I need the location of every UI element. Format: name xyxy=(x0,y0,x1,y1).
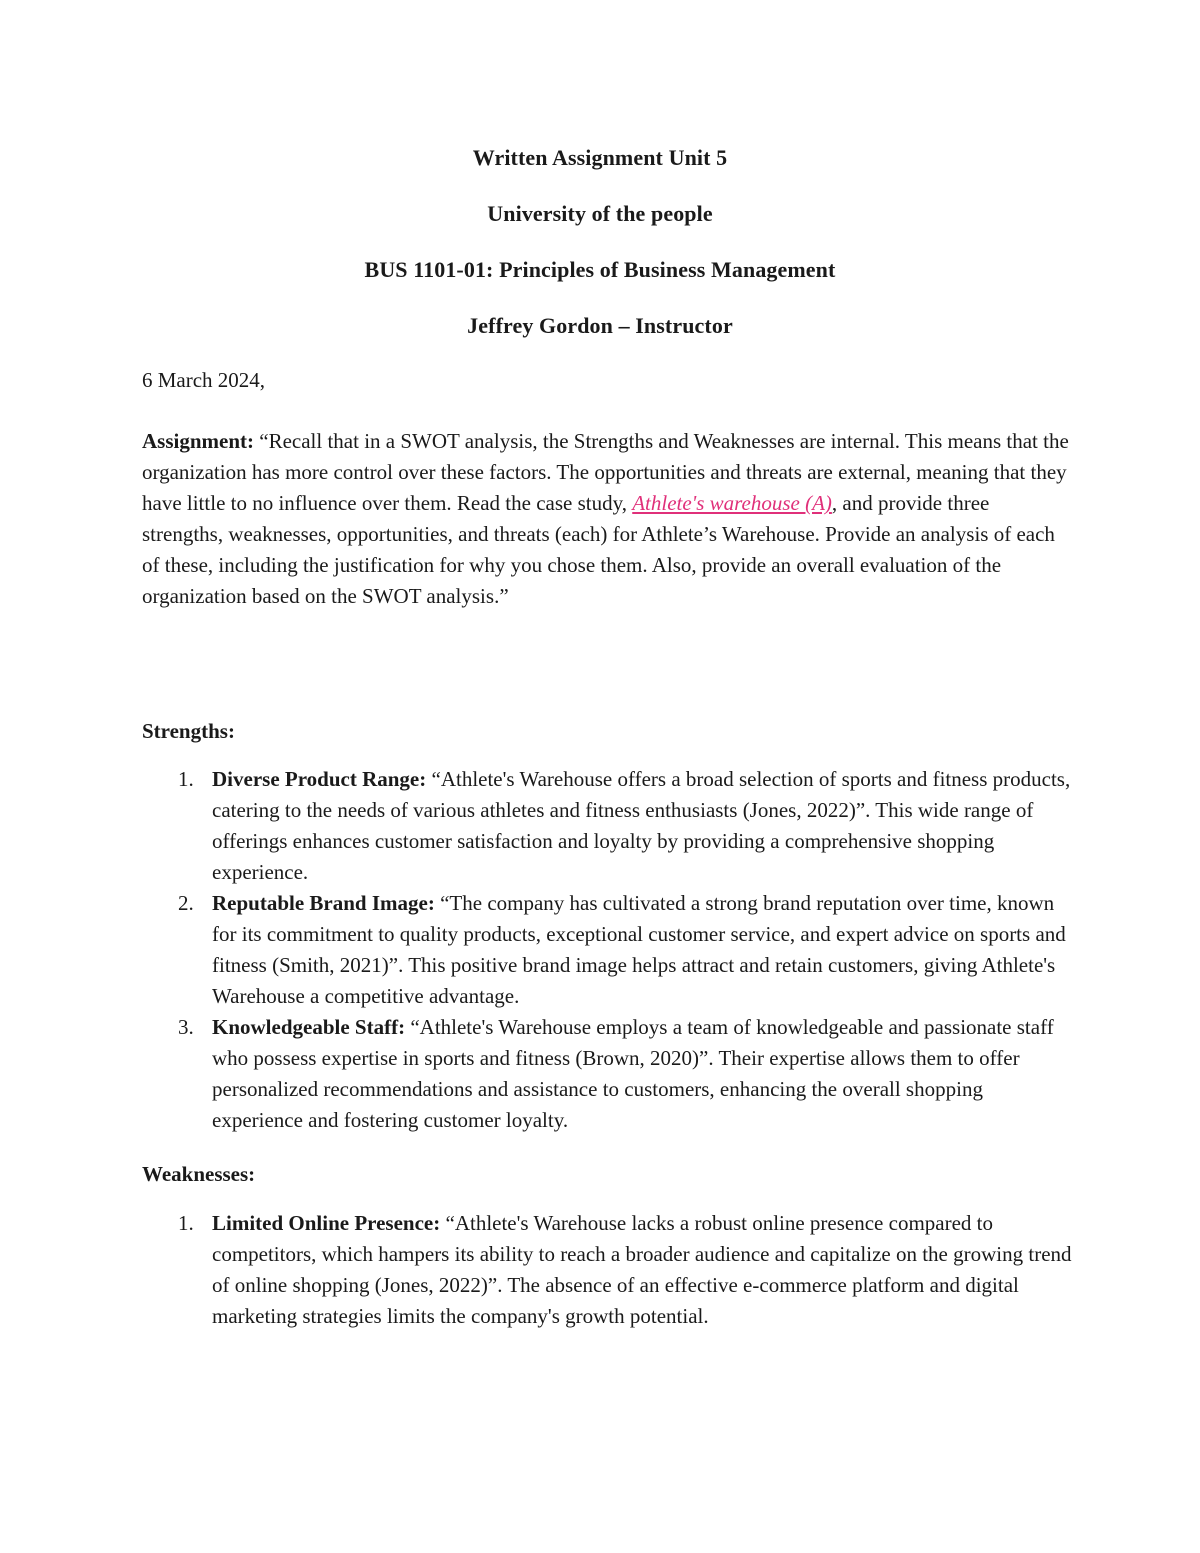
university-name: University of the people xyxy=(487,201,713,226)
list-item-number: 1. xyxy=(178,1211,194,1235)
strengths-heading: Strengths: xyxy=(142,719,235,743)
weaknesses-list xyxy=(142,1208,1072,1332)
assignment-text-before-link: “Recall that in a SWOT analysis, the Strengths and Weaknesses are internal. This means that the organization has more control over these factors. The opportunities and threats are external, meaning that they have little to no influence over them. Read the case study, xyxy=(142,429,1069,515)
list-item-title: Limited Online Presence: xyxy=(212,1211,441,1235)
list-item xyxy=(142,1208,1072,1332)
list-item-number: 3. xyxy=(178,1015,194,1039)
list-item-title: Knowledgeable Staff: xyxy=(212,1015,406,1039)
case-study-link[interactable]: Athlete's warehouse (A) xyxy=(632,491,832,515)
list-item xyxy=(142,1012,1072,1136)
course-name: BUS 1101-01: Principles of Business Management xyxy=(364,257,836,282)
weaknesses-heading: Weaknesses: xyxy=(142,1162,256,1186)
list-item xyxy=(142,888,1072,1012)
list-item-text: “Athlete's Warehouse offers a broad selection of sports and fitness products, catering to the needs of various athletes and fitness enthusiasts (Jones, 2022)”. This wide range of offerings enhances customer satisfaction and loyalty by providing a comprehensive shopping experience. xyxy=(212,767,1071,884)
document-title: Written Assignment Unit 5 xyxy=(472,145,728,170)
list-item-number: 1. xyxy=(178,767,194,791)
list-item-text: “The company has cultivated a strong brand reputation over time, known for its commitment to quality products, exceptional customer service, and expert advice on sports and fitness (Smith, 2021)”. This positive brand image helps attract and retain customers, giving Athlete's Warehouse a competitive advantage. xyxy=(212,891,1066,1008)
list-item-title: Reputable Brand Image: xyxy=(212,891,435,915)
list-item-text: “Athlete's Warehouse employs a team of knowledgeable and passionate staff who possess expertise in sports and fitness (Brown, 2020)”. Their expertise allows them to offer personalized recommendations and assistance to customers, enhancing the overall shopping experience and fostering customer loyalty. xyxy=(212,1015,1054,1132)
list-item-number: 2. xyxy=(178,891,194,915)
assignment-label: Assignment: xyxy=(142,429,255,453)
assignment-text-after-link: , and provide three strengths, weaknesses, opportunities, and threats (each) for Athlete’s Warehouse. Provide an analysis of each of these, including the justification for why you chose them. Also, provide an overall evaluation of the organization based on the SWOT analysis.” xyxy=(142,491,1055,608)
instructor-name: Jeffrey Gordon – Instructor xyxy=(467,313,733,338)
strengths-list xyxy=(142,764,1072,1136)
list-item xyxy=(142,764,1072,888)
list-item-text: “Athlete's Warehouse lacks a robust online presence compared to competitors, which hampers its ability to reach a broader audience and capitalize on the growing trend of online shopping (Jones, 2022)”. The absence of an effective e-commerce platform and digital marketing strategies limits the company's growth potential. xyxy=(212,1211,1072,1328)
list-item-title: Diverse Product Range: xyxy=(212,767,427,791)
document-date: 6 March 2024, xyxy=(142,368,266,392)
assignment-paragraph xyxy=(142,426,1072,612)
